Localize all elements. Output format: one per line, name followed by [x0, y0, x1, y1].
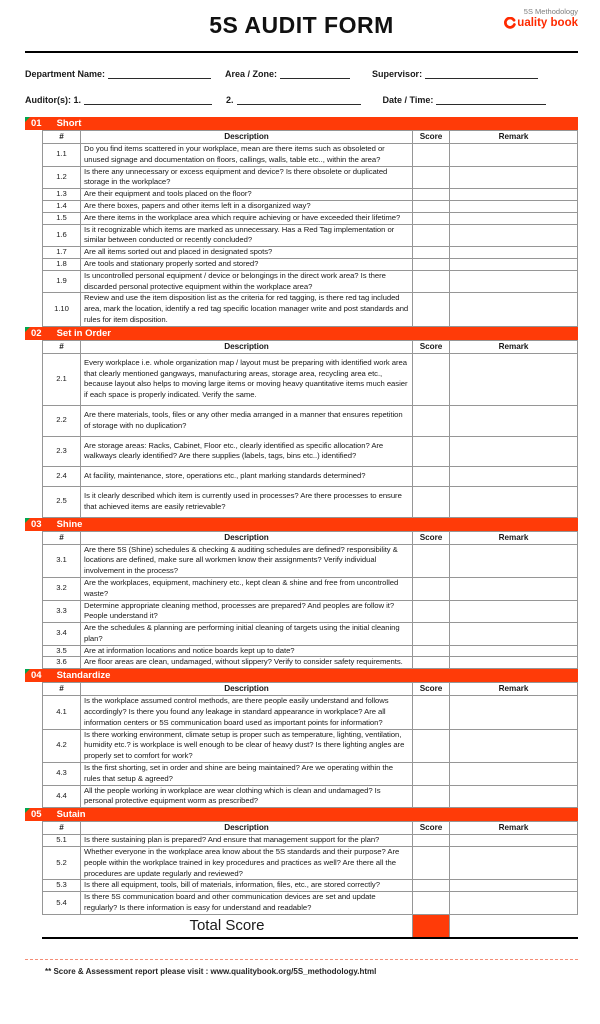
table-row [43, 437, 578, 468]
department-blank[interactable] [108, 68, 211, 79]
section-header-bar [25, 808, 578, 821]
row-description: Are the workplaces, equipment, machinery etc., kept clean & shine and free from uncontrolled waste? [81, 578, 413, 601]
total-score-label: Total Score [189, 916, 265, 934]
remark-cell[interactable] [450, 892, 578, 915]
score-cell[interactable] [413, 730, 450, 763]
row-number: 1.2 [43, 167, 81, 190]
audit-section [25, 518, 578, 670]
auditor2-field [226, 94, 361, 105]
row-number: 5.2 [43, 847, 81, 880]
remark-cell[interactable] [450, 144, 578, 167]
row-number: 1.10 [43, 293, 81, 326]
brand-logo [503, 8, 578, 30]
auditor2-blank[interactable] [237, 94, 361, 105]
col-header-remark: Remark [450, 822, 578, 835]
remark-cell[interactable] [450, 730, 578, 763]
remark-cell[interactable] [450, 487, 578, 518]
score-cell[interactable] [413, 763, 450, 786]
score-cell[interactable] [413, 835, 450, 847]
col-header-remark: Remark [450, 532, 578, 545]
remark-cell[interactable] [450, 354, 578, 406]
score-cell[interactable] [413, 437, 450, 468]
row-number: 4.1 [43, 696, 81, 729]
row-description: Is there working environment, climate setup is proper such as temperature, lighting, ventilation, humidity etc.? is workplace is well enough to be clear of heavy dust? Is there lighting angles are properly set to comfort for work? [81, 730, 413, 763]
remark-cell[interactable] [450, 657, 578, 669]
row-number: 5.1 [43, 835, 81, 847]
section-number: 02 [31, 327, 42, 339]
total-score-cell[interactable] [412, 915, 450, 937]
row-description: Every workplace i.e. whole organization map / layout must be preparing with identified work area that clearly mentioned gangways, manufacturing areas, storage area, recycling area etc., because layout also helps to moving large items or moving heavy quantitative items much easier if each space is properly indicated. Verify the same. [81, 354, 413, 406]
table-row [43, 247, 578, 259]
table-row [43, 763, 578, 786]
row-description: Are storage areas: Racks, Cabinet, Floor etc., clearly identified as specific allocation? Are walkways clearly identified? Are there supplies (labels, tags, bins etc..) identified? [81, 437, 413, 468]
table-row [43, 189, 578, 201]
row-number: 1.8 [43, 259, 81, 271]
row-number: 2.5 [43, 487, 81, 518]
table-row [43, 545, 578, 578]
fields-row-1 [25, 68, 578, 79]
remark-cell[interactable] [450, 545, 578, 578]
comment-marker-icon [25, 808, 30, 813]
score-cell[interactable] [413, 657, 450, 669]
col-header-description: Description [81, 532, 413, 545]
table-row [43, 601, 578, 624]
table-row [43, 786, 578, 809]
section-title: Sutain [56, 809, 86, 821]
row-description: Are there boxes, papers and other items left in a disorganized way? [81, 201, 413, 213]
table-row [43, 467, 578, 487]
remark-cell[interactable] [450, 601, 578, 624]
row-number: 3.1 [43, 545, 81, 578]
audit-section [25, 808, 578, 915]
row-number: 3.5 [43, 646, 81, 658]
score-cell[interactable] [413, 354, 450, 406]
row-number: 1.7 [43, 247, 81, 259]
remark-cell[interactable] [450, 225, 578, 248]
datetime-blank[interactable] [436, 94, 546, 105]
col-header-num: # [43, 341, 81, 354]
table-row [43, 167, 578, 190]
score-cell[interactable] [413, 144, 450, 167]
row-description: Are at information locations and notice boards kept up to date? [81, 646, 413, 658]
row-description: Review and use the item disposition list as the criteria for red tagging, is there red tag included area, mark the location, identify a red tag specific location manager write and post standards and rules for item disposition. [81, 293, 413, 326]
row-number: 4.3 [43, 763, 81, 786]
row-description: Is there any unnecessary or excess equipment and device? Is there obsolete or duplicated storage in the workplace? [81, 167, 413, 190]
table-row [43, 578, 578, 601]
footer-note: ** Score & Assessment report please visit : www.qualitybook.org/5S_methodology.html [45, 966, 377, 976]
remark-cell[interactable] [450, 696, 578, 729]
col-header-num: # [43, 822, 81, 835]
row-number: 1.9 [43, 271, 81, 294]
col-header-description: Description [81, 131, 413, 144]
row-description: Do you find items scattered in your workplace, mean are there items such as obsoleted or unused signage and documentation on floors, callings, walls, table etc.., within the area? [81, 144, 413, 167]
table-row [43, 623, 578, 646]
score-cell[interactable] [413, 601, 450, 624]
row-description: Is uncontrolled personal equipment / device or belongings in the direct work area? Is there discarded personal protective equipment within the workplace area? [81, 271, 413, 294]
row-description: All the people working in workplace are wear clothing which is clean and undamaged? Is personal protective equipment worm as prescribed? [81, 786, 413, 809]
section-header-bar [25, 117, 578, 130]
table-header-row [43, 532, 578, 545]
section-table [42, 682, 578, 808]
table-row [43, 293, 578, 326]
title-divider [25, 51, 578, 53]
score-cell[interactable] [413, 201, 450, 213]
row-description: Are the schedules & planning are performing initial cleaning of targets using the initial cleaning plan? [81, 623, 413, 646]
col-header-score: Score [413, 131, 450, 144]
row-description: Determine appropriate cleaning method, processes are prepared? And peoples are follow it? People understand it? [81, 601, 413, 624]
table-row [43, 144, 578, 167]
col-header-score: Score [413, 822, 450, 835]
auditors-label: Auditor(s): 1. [25, 95, 81, 105]
datetime-label: Date / Time: [382, 95, 434, 105]
remark-cell[interactable] [450, 437, 578, 468]
supervisor-label: Supervisor: [372, 69, 423, 79]
remark-cell[interactable] [450, 406, 578, 437]
table-row [43, 271, 578, 294]
remark-cell[interactable] [450, 293, 578, 326]
row-description: Is it recognizable which items are marked as unnecessary. Has a Red Tag implementation or similar between conducted or recently concluded? [81, 225, 413, 248]
logo-tagline: 5S Methodology [523, 7, 578, 16]
remark-cell[interactable] [450, 646, 578, 658]
col-header-score: Score [413, 683, 450, 696]
footer-divider [25, 959, 578, 960]
section-number: 03 [31, 518, 42, 530]
remark-cell[interactable] [450, 467, 578, 487]
logo-brand-text: uality book [517, 16, 578, 29]
section-table [42, 130, 578, 327]
section-title: Standardize [56, 670, 111, 682]
section-title: Short [56, 118, 82, 129]
table-row [43, 657, 578, 669]
table-row [43, 213, 578, 225]
area-zone-blank[interactable] [280, 68, 350, 79]
row-description: Is it clearly described which item is currently used in processes? Are there processes to ensure that achieved items are easily retrievable? [81, 487, 413, 518]
section-header-bar [25, 327, 578, 340]
section-header-bar [25, 518, 578, 531]
remark-cell[interactable] [450, 213, 578, 225]
fields-row-2 [25, 94, 578, 105]
table-header-row [43, 822, 578, 835]
score-cell[interactable] [413, 167, 450, 190]
department-field [25, 68, 211, 79]
table-row [43, 835, 578, 847]
col-header-description: Description [81, 341, 413, 354]
col-header-score: Score [413, 341, 450, 354]
sections [25, 117, 578, 915]
datetime-field [383, 94, 547, 105]
row-number: 4.2 [43, 730, 81, 763]
col-header-description: Description [81, 822, 413, 835]
table-row [43, 646, 578, 658]
remark-cell[interactable] [450, 167, 578, 190]
supervisor-field [372, 68, 538, 79]
score-cell[interactable] [413, 847, 450, 880]
row-description: Is the workplace assumed control methods, are there people easily understand and follows accordingly? Is there you found any leakage in standard appearance in workplace? Are all information centers or 5S communication board used as important points for information? [81, 696, 413, 729]
auditor1-blank[interactable] [84, 94, 212, 105]
section-table [42, 340, 578, 518]
audit-section [25, 117, 578, 327]
section-number: 01 [31, 118, 42, 129]
row-description: Are tools and stationary properly sorted and stored? [81, 259, 413, 271]
row-number: 3.4 [43, 623, 81, 646]
score-cell[interactable] [413, 293, 450, 326]
col-header-num: # [43, 683, 81, 696]
row-number: 5.4 [43, 892, 81, 915]
table-row [43, 730, 578, 763]
table-row [43, 880, 578, 892]
remark-cell[interactable] [450, 189, 578, 201]
score-cell[interactable] [413, 696, 450, 729]
supervisor-blank[interactable] [425, 68, 538, 79]
score-cell[interactable] [413, 247, 450, 259]
table-row [43, 847, 578, 880]
score-cell[interactable] [413, 545, 450, 578]
score-cell[interactable] [413, 786, 450, 809]
row-number: 1.5 [43, 213, 81, 225]
comment-marker-icon [25, 327, 30, 332]
col-header-remark: Remark [450, 683, 578, 696]
row-number: 2.4 [43, 467, 81, 487]
remark-cell[interactable] [450, 247, 578, 259]
row-number: 2.3 [43, 437, 81, 468]
score-cell[interactable] [413, 623, 450, 646]
remark-cell[interactable] [450, 623, 578, 646]
score-cell[interactable] [413, 271, 450, 294]
score-cell[interactable] [413, 578, 450, 601]
remark-cell[interactable] [450, 201, 578, 213]
remark-cell[interactable] [450, 259, 578, 271]
table-row [43, 354, 578, 406]
audit-section [25, 327, 578, 518]
section-number: 05 [31, 809, 42, 821]
section-title: Shine [56, 518, 83, 530]
score-cell[interactable] [413, 467, 450, 487]
table-row [43, 406, 578, 437]
row-description: Are their equipment and tools placed on the floor? [81, 189, 413, 201]
col-header-score: Score [413, 532, 450, 545]
audit-section [25, 669, 578, 808]
row-description: Is there sustaining plan is prepared? And ensure that management support for the plan? [81, 835, 413, 847]
score-cell[interactable] [413, 880, 450, 892]
row-description: Is there all equipment, tools, bill of materials, information, files, etc., are stored correctly? [81, 880, 413, 892]
remark-cell[interactable] [450, 880, 578, 892]
department-label: Department Name: [25, 69, 106, 79]
row-number: 1.3 [43, 189, 81, 201]
score-cell[interactable] [413, 406, 450, 437]
auditor2-label: 2. [226, 95, 234, 105]
col-header-num: # [43, 532, 81, 545]
col-header-remark: Remark [450, 131, 578, 144]
table-row [43, 487, 578, 518]
section-title: Set in Order [56, 327, 111, 339]
row-description: Are there items in the workplace area which require achieving or have exceeded their lifetime? [81, 213, 413, 225]
comment-marker-icon [25, 518, 30, 523]
section-header-bar [25, 669, 578, 682]
row-number: 4.4 [43, 786, 81, 809]
table-header-row [43, 683, 578, 696]
area-zone-label: Area / Zone: [225, 69, 278, 79]
table-row [43, 892, 578, 915]
row-description: Are there 5S (Shine) schedules & checking & auditing schedules are defined? responsibility & locations are defined, make sure all workmen know their assignments? Verify individual involvement in the process? [81, 545, 413, 578]
row-number: 2.1 [43, 354, 81, 406]
section-table [42, 821, 578, 915]
form-header [25, 0, 578, 48]
remark-cell[interactable] [450, 835, 578, 847]
col-header-remark: Remark [450, 341, 578, 354]
row-number: 2.2 [43, 406, 81, 437]
row-description: Are there materials, tools, files or any other media arranged in a manner that ensures repetition of storage with no duplication? [81, 406, 413, 437]
row-number: 3.2 [43, 578, 81, 601]
row-number: 3.3 [43, 601, 81, 624]
row-description: At facility, maintenance, store, operations etc., plant marking standards determined? [81, 467, 413, 487]
auditor1-field [25, 94, 212, 105]
total-score-row [42, 915, 578, 939]
row-description: Are all items sorted out and placed in designated spots? [81, 247, 413, 259]
score-cell[interactable] [413, 225, 450, 248]
remark-cell[interactable] [450, 847, 578, 880]
remark-cell[interactable] [450, 763, 578, 786]
score-cell[interactable] [413, 892, 450, 915]
remark-cell[interactable] [450, 786, 578, 809]
comment-marker-icon [25, 117, 30, 122]
row-number: 5.3 [43, 880, 81, 892]
row-number: 1.6 [43, 225, 81, 248]
row-description: Whether everyone in the workplace area know about the 5S standards and their purpose? Are people within the workplace trained in key procedures and practices as well? Are there all the procedures are update regularly and reviewed? [81, 847, 413, 880]
row-description: Is there 5S communication board and other communication devices are set and update regularly? Is there information is easy for understand and readable? [81, 892, 413, 915]
area-zone-field [225, 68, 350, 79]
table-row [43, 259, 578, 271]
remark-cell[interactable] [450, 578, 578, 601]
score-cell[interactable] [413, 213, 450, 225]
page-title: 5S AUDIT FORM [209, 12, 394, 38]
logo-brand [503, 17, 578, 30]
row-number: 1.1 [43, 144, 81, 167]
row-number: 3.6 [43, 657, 81, 669]
score-cell[interactable] [413, 646, 450, 658]
comment-marker-icon [25, 669, 30, 674]
score-cell[interactable] [413, 259, 450, 271]
score-cell[interactable] [413, 487, 450, 518]
table-header-row [43, 131, 578, 144]
remark-cell[interactable] [450, 271, 578, 294]
table-row [43, 225, 578, 248]
col-header-num: # [43, 131, 81, 144]
q-swirl-icon [503, 17, 516, 30]
section-number: 04 [31, 670, 42, 682]
row-description: Are floor areas are clean, undamaged, without slippery? Verify to consider safety requirements. [81, 657, 413, 669]
section-table [42, 531, 578, 670]
row-description: Is the first shorting, set in order and shine are being maintained? Are we operating within the rules that setup & agreed? [81, 763, 413, 786]
table-row [43, 201, 578, 213]
row-number: 1.4 [43, 201, 81, 213]
table-row [43, 696, 578, 729]
table-header-row [43, 341, 578, 354]
form-footer [25, 959, 578, 976]
score-cell[interactable] [413, 189, 450, 201]
col-header-description: Description [81, 683, 413, 696]
